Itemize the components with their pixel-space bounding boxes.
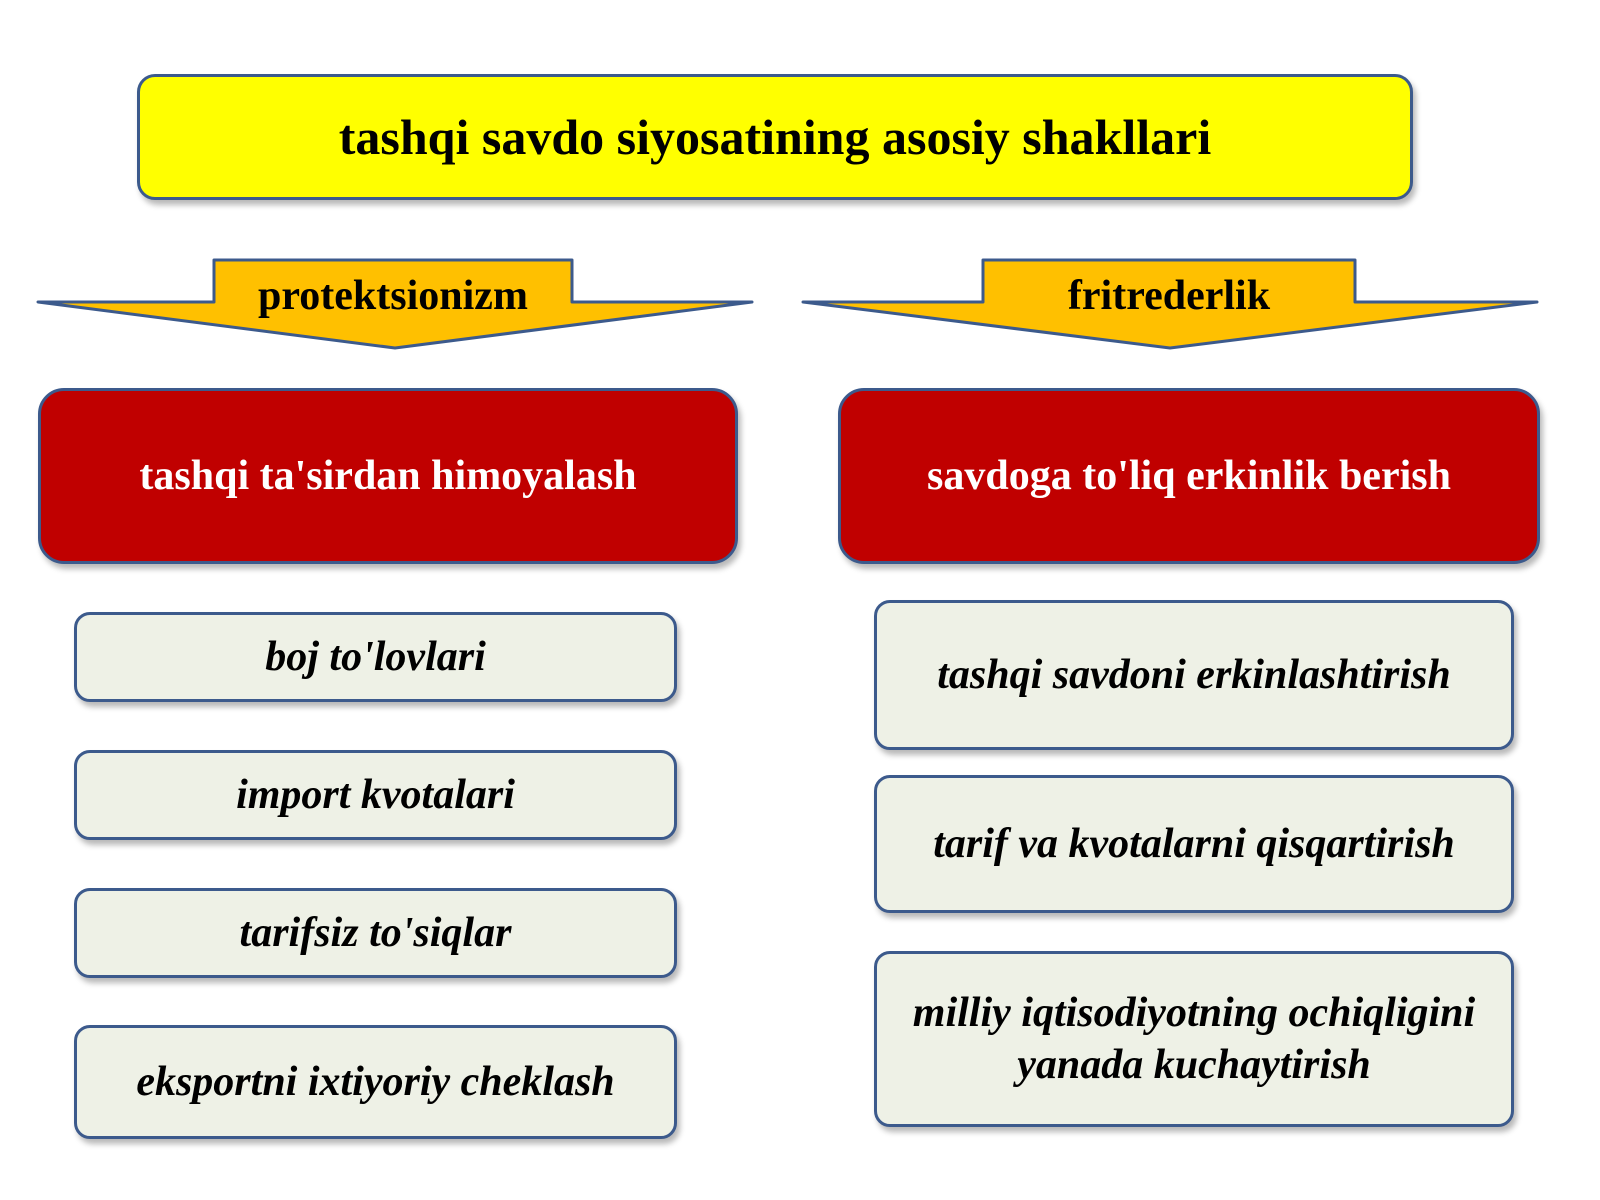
right-arrow-label: fritrederlik [1067,273,1271,319]
left-item-text: tarifsiz to'siqlar [239,909,512,956]
right-item-text: tarif va kvotalarni qisqartirish [933,820,1455,867]
right-item-box [874,951,1514,1127]
left-item-text: boj to'lovlari [265,633,486,680]
left-main-text: tashqi ta'sirdan himoyalash [139,453,637,499]
left-item-text: eksportni ixtiyoriy cheklash [136,1058,615,1105]
left-item-box [74,888,677,978]
left-item-box [74,612,677,702]
diagram-title-text: tashqi savdo siyosatining asosiy shakllari [338,109,1212,165]
right-main-box [838,388,1540,564]
right-item-text: milliy iqtisodiyotning ochiqligini yanada kuchaytirish [912,989,1476,1088]
left-item-text: import kvotalari [236,771,515,818]
right-item-box [874,600,1514,750]
right-item-text: tashqi savdoni erkinlashtirish [937,651,1451,698]
left-arrow-label: protektsionizm [258,273,528,319]
left-item-box [74,750,677,840]
right-main-text: savdoga to'liq erkinlik berish [927,453,1451,499]
diagram-title [137,74,1413,200]
left-main-box [38,388,738,564]
left-item-box [74,1025,677,1139]
right-item-box [874,775,1514,913]
